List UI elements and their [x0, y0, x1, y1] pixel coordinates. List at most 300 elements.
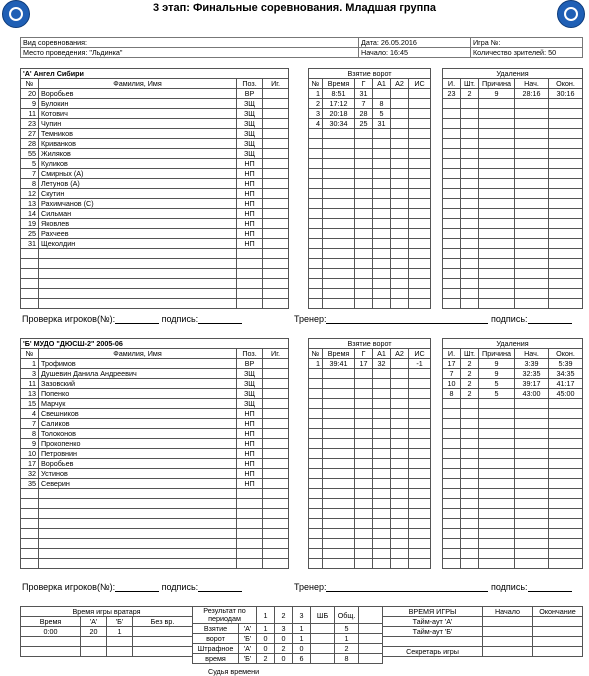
- empty-cell: [323, 509, 355, 519]
- empty-cell: [409, 179, 431, 189]
- period-row-label: Штрафное: [193, 644, 239, 654]
- empty-cell: [461, 539, 479, 549]
- roster-row: [21, 379, 289, 389]
- penalties-row: [443, 239, 583, 249]
- empty-cell: [237, 279, 263, 289]
- timeout-b: Тайм-аут 'Б': [383, 627, 483, 637]
- empty-cell: [373, 129, 391, 139]
- empty-cell: [409, 489, 431, 499]
- empty-cell: [359, 654, 383, 664]
- period-2: 2: [275, 607, 293, 624]
- goals-row: [309, 279, 431, 289]
- penalties-row: [443, 489, 583, 499]
- empty-cell: [515, 459, 549, 469]
- empty-cell: [443, 179, 461, 189]
- period-row-team: 'А': [239, 644, 257, 654]
- empty-cell: [461, 179, 479, 189]
- player-number: 32: [21, 469, 39, 479]
- empty-cell: [461, 529, 479, 539]
- player-position: ЗЩ: [237, 109, 263, 119]
- empty-cell: [549, 219, 583, 229]
- goals-cell: 17:12: [323, 99, 355, 109]
- empty-cell: [309, 189, 323, 199]
- spectators: Количество зрителей: 50: [471, 48, 583, 58]
- empty-cell: [515, 269, 549, 279]
- empty-cell: [549, 429, 583, 439]
- empty-cell: [323, 189, 355, 199]
- empty-cell: [479, 559, 515, 569]
- empty-cell: [373, 279, 391, 289]
- empty-cell: [309, 429, 323, 439]
- empty-cell: [373, 429, 391, 439]
- penalties-cell: 17: [443, 359, 461, 369]
- period-total: Общ.: [335, 607, 359, 624]
- roster-row: [21, 289, 289, 299]
- empty-cell: [237, 529, 263, 539]
- empty-cell: [443, 239, 461, 249]
- empty-cell: [373, 519, 391, 529]
- empty-cell: [549, 449, 583, 459]
- empty-cell: [461, 99, 479, 109]
- penalties-row: [443, 509, 583, 519]
- empty-cell: [409, 169, 431, 179]
- empty-cell: [323, 449, 355, 459]
- empty-cell: [443, 399, 461, 409]
- penalties-col-header: Нач.: [515, 79, 549, 89]
- empty-cell: [39, 489, 237, 499]
- empty-cell: [461, 499, 479, 509]
- empty-cell: [355, 459, 373, 469]
- empty-cell: [373, 199, 391, 209]
- empty-cell: [373, 139, 391, 149]
- empty-cell: [355, 429, 373, 439]
- empty-cell: [39, 289, 237, 299]
- empty-cell: [391, 369, 409, 379]
- empty-cell: [461, 469, 479, 479]
- roster-row: [21, 399, 289, 409]
- goals-cell: [391, 109, 409, 119]
- empty-cell: [409, 369, 431, 379]
- date: Дата: 26.05.2016: [359, 38, 471, 48]
- empty-cell: [355, 179, 373, 189]
- check-label: Проверка игроков(№):: [22, 314, 116, 324]
- empty-cell: [373, 449, 391, 459]
- player-name: Петровнин: [39, 449, 237, 459]
- empty-cell: [443, 279, 461, 289]
- penalties-col-header: И.: [443, 79, 461, 89]
- roster-row: [21, 139, 289, 149]
- goals-cell: [409, 99, 431, 109]
- player-name: Рахимчанов (С): [39, 199, 237, 209]
- goals-row: [309, 299, 431, 309]
- empty-cell: [409, 139, 431, 149]
- empty-cell: [479, 449, 515, 459]
- player-position: ЗЩ: [237, 369, 263, 379]
- empty-cell: [391, 539, 409, 549]
- goals-row: [309, 539, 431, 549]
- goals-row: [309, 289, 431, 299]
- penalties-cell: 43:00: [515, 389, 549, 399]
- empty-cell: [391, 259, 409, 269]
- empty-cell: [549, 559, 583, 569]
- player-ig: [263, 459, 289, 469]
- roster-row: [21, 269, 289, 279]
- empty-cell: [355, 279, 373, 289]
- penalties-row: [443, 109, 583, 119]
- period-value: 6: [293, 654, 311, 664]
- empty-cell: [263, 509, 289, 519]
- roster-row: [21, 499, 289, 509]
- player-ig: [263, 449, 289, 459]
- empty-cell: [443, 479, 461, 489]
- empty-cell: [461, 279, 479, 289]
- period-row: [193, 644, 383, 654]
- player-position: ЗЩ: [237, 379, 263, 389]
- empty-cell: [461, 399, 479, 409]
- penalties-cell: 2: [461, 369, 479, 379]
- penalties-row: [443, 209, 583, 219]
- goals-col-header: А1: [373, 349, 391, 359]
- player-number: 35: [21, 479, 39, 489]
- roster-row: [21, 229, 289, 239]
- empty-cell: [549, 159, 583, 169]
- empty-cell: [355, 419, 373, 429]
- empty-cell: [373, 269, 391, 279]
- empty-cell: [323, 419, 355, 429]
- player-number: 13: [21, 199, 39, 209]
- roster-row: [21, 509, 289, 519]
- player-ig: [263, 389, 289, 399]
- empty-cell: [443, 519, 461, 529]
- empty-cell: [355, 539, 373, 549]
- player-number: 17: [21, 459, 39, 469]
- empty-cell: [479, 149, 515, 159]
- goals-row: [309, 139, 431, 149]
- period-row-label: время: [193, 654, 239, 664]
- penalties-title: Удаления: [443, 69, 583, 79]
- empty-cell: [21, 509, 39, 519]
- timeout-a: Тайм-аут 'А': [383, 617, 483, 627]
- goals-row: [309, 179, 431, 189]
- penalties-row: [443, 469, 583, 479]
- goals-row: [309, 159, 431, 169]
- penalties-cell: 2: [461, 359, 479, 369]
- penalties-row: [443, 189, 583, 199]
- empty-cell: [515, 409, 549, 419]
- empty-cell: [479, 209, 515, 219]
- period-row-team: 'Б': [239, 634, 257, 644]
- empty-cell: [479, 109, 515, 119]
- player-position: ЗЩ: [237, 399, 263, 409]
- empty-cell: [409, 439, 431, 449]
- player-position: ЗЩ: [237, 99, 263, 109]
- player-number: 3: [21, 369, 39, 379]
- empty-cell: [323, 229, 355, 239]
- empty-cell: [461, 239, 479, 249]
- empty-cell: [515, 149, 549, 159]
- player-name: Душевин Данила Андреевич: [39, 369, 237, 379]
- sign-label: подпись:: [491, 314, 528, 324]
- empty-cell: [549, 169, 583, 179]
- empty-cell: [479, 249, 515, 259]
- empty-cell: [443, 209, 461, 219]
- player-position: НП: [237, 469, 263, 479]
- period-row-team: 'А': [239, 624, 257, 634]
- empty-cell: [355, 189, 373, 199]
- game-number: Игра №:: [471, 38, 583, 48]
- roster-row: [21, 239, 289, 249]
- penalties-col-header: Нач.: [515, 349, 549, 359]
- player-position: НП: [237, 479, 263, 489]
- empty-cell: [409, 199, 431, 209]
- empty-cell: [409, 279, 431, 289]
- goals-col-header: ИС: [409, 79, 431, 89]
- player-number: 4: [21, 409, 39, 419]
- empty-cell: [309, 379, 323, 389]
- player-position: ЗЩ: [237, 119, 263, 129]
- empty-cell: [515, 169, 549, 179]
- empty-cell: [355, 469, 373, 479]
- empty-cell: [461, 489, 479, 499]
- player-number: 11: [21, 379, 39, 389]
- empty-cell: [549, 199, 583, 209]
- player-name: Сильман: [39, 209, 237, 219]
- empty-cell: [461, 109, 479, 119]
- info-table: [20, 37, 583, 58]
- goals-row: [309, 529, 431, 539]
- empty-cell: [373, 459, 391, 469]
- empty-cell: [391, 489, 409, 499]
- penalties-row: [443, 99, 583, 109]
- col-pos: Поз.: [237, 349, 263, 359]
- empty-cell: [409, 549, 431, 559]
- team-b-goals: [308, 338, 431, 569]
- empty-cell: [443, 409, 461, 419]
- empty-cell: [39, 279, 237, 289]
- goals-cell: 2: [309, 99, 323, 109]
- empty-cell: [323, 289, 355, 299]
- penalties-cell: 2: [461, 89, 479, 99]
- empty-cell: [515, 279, 549, 289]
- roster-row: [21, 389, 289, 399]
- gk-time: 0:00: [21, 627, 81, 637]
- empty-cell: [309, 389, 323, 399]
- player-position: ВР: [237, 89, 263, 99]
- empty-cell: [443, 149, 461, 159]
- empty-cell: [309, 229, 323, 239]
- player-ig: [263, 119, 289, 129]
- goals-row: [309, 469, 431, 479]
- gk-col-empty: Без вр.: [133, 617, 193, 627]
- penalties-row: [443, 559, 583, 569]
- empty-cell: [373, 369, 391, 379]
- empty-cell: [309, 439, 323, 449]
- empty-cell: [515, 509, 549, 519]
- empty-cell: [479, 499, 515, 509]
- goals-row: [309, 439, 431, 449]
- player-position: НП: [237, 209, 263, 219]
- goals-cell: [409, 109, 431, 119]
- goals-col-header: А2: [391, 349, 409, 359]
- empty-cell: [549, 469, 583, 479]
- empty-cell: [391, 199, 409, 209]
- empty-cell: [373, 249, 391, 259]
- penalties-cell: 5: [479, 379, 515, 389]
- sign-label: подпись:: [491, 582, 528, 592]
- empty-cell: [549, 519, 583, 529]
- empty-cell: [391, 499, 409, 509]
- empty-cell: [263, 549, 289, 559]
- goals-row: [309, 519, 431, 529]
- goals-row: [309, 499, 431, 509]
- empty-cell: [355, 139, 373, 149]
- empty-cell: [391, 159, 409, 169]
- empty-cell: [461, 189, 479, 199]
- empty-cell: [479, 469, 515, 479]
- period-row: [193, 634, 383, 644]
- penalties-row: [443, 449, 583, 459]
- gk-empty: [133, 627, 193, 637]
- empty-cell: [355, 159, 373, 169]
- empty-cell: [373, 419, 391, 429]
- penalties-cell: 2: [461, 389, 479, 399]
- player-position: НП: [237, 159, 263, 169]
- empty-cell: [309, 549, 323, 559]
- empty-cell: [549, 529, 583, 539]
- empty-cell: [309, 419, 323, 429]
- empty-cell: [515, 139, 549, 149]
- venue: Место проведения: "Льдинка": [21, 48, 359, 58]
- period-row: [193, 654, 383, 664]
- empty-cell: [21, 289, 39, 299]
- roster-row: [21, 179, 289, 189]
- empty-cell: [391, 269, 409, 279]
- team-a-goals: [308, 68, 431, 309]
- empty-cell: [309, 409, 323, 419]
- player-ig: [263, 359, 289, 369]
- empty-cell: [355, 249, 373, 259]
- empty-cell: [391, 399, 409, 409]
- empty-cell: [323, 479, 355, 489]
- player-name: Устинов: [39, 469, 237, 479]
- empty-cell: [391, 479, 409, 489]
- empty-cell: [237, 499, 263, 509]
- team-a-coach: [294, 314, 572, 324]
- goals-row: [309, 359, 431, 369]
- empty-cell: [443, 459, 461, 469]
- empty-cell: [39, 249, 237, 259]
- empty-cell: [549, 229, 583, 239]
- penalties-cell: 5:39: [549, 359, 583, 369]
- period-value: 0: [293, 644, 311, 654]
- empty-cell: [263, 529, 289, 539]
- empty-cell: [323, 129, 355, 139]
- player-position: НП: [237, 419, 263, 429]
- empty-cell: [515, 239, 549, 249]
- goals-row: [309, 479, 431, 489]
- empty-cell: [549, 249, 583, 259]
- period-row-label: ворот: [193, 634, 239, 644]
- empty-cell: [549, 189, 583, 199]
- empty-cell: [479, 259, 515, 269]
- penalties-row: [443, 499, 583, 509]
- player-name: Щеколдин: [39, 239, 237, 249]
- empty-cell: [515, 549, 549, 559]
- empty-cell: [549, 539, 583, 549]
- empty-cell: [39, 519, 237, 529]
- period-value: [311, 634, 335, 644]
- penalties-cell: 9: [479, 369, 515, 379]
- empty-cell: [373, 189, 391, 199]
- period-value: 0: [257, 644, 275, 654]
- period-value: 2: [275, 644, 293, 654]
- empty-cell: [461, 409, 479, 419]
- penalties-cell: 23: [443, 89, 461, 99]
- empty-cell: [373, 169, 391, 179]
- empty-cell: [461, 249, 479, 259]
- goals-row: [309, 109, 431, 119]
- empty-cell: [479, 419, 515, 429]
- player-position: НП: [237, 219, 263, 229]
- goals-cell: 8:51: [323, 89, 355, 99]
- goals-col-header: №: [309, 79, 323, 89]
- empty-cell: [309, 269, 323, 279]
- penalties-cell: 34:35: [549, 369, 583, 379]
- empty-cell: [373, 399, 391, 409]
- goals-cell: 28: [355, 109, 373, 119]
- player-name: Саликов: [39, 419, 237, 429]
- empty-cell: [515, 449, 549, 459]
- empty-cell: [355, 239, 373, 249]
- empty-cell: [409, 479, 431, 489]
- empty-cell: [323, 219, 355, 229]
- period-value: 1: [293, 634, 311, 644]
- empty-cell: [391, 149, 409, 159]
- penalties-row: [443, 219, 583, 229]
- empty-cell: [391, 239, 409, 249]
- empty-cell: [391, 209, 409, 219]
- empty-cell: [355, 299, 373, 309]
- empty-cell: [323, 429, 355, 439]
- empty-cell: [355, 489, 373, 499]
- empty-cell: [373, 479, 391, 489]
- roster-row: [21, 519, 289, 529]
- empty-cell: [409, 539, 431, 549]
- empty-cell: [263, 519, 289, 529]
- goals-row: [309, 249, 431, 259]
- goals-row: [309, 509, 431, 519]
- empty-cell: [443, 269, 461, 279]
- empty-cell: [515, 129, 549, 139]
- period-row-label: Взятие: [193, 624, 239, 634]
- empty-cell: [549, 239, 583, 249]
- player-position: НП: [237, 229, 263, 239]
- empty-cell: [355, 209, 373, 219]
- empty-cell: [391, 549, 409, 559]
- start-time: Начало: 16:45: [359, 48, 471, 58]
- empty-cell: [373, 559, 391, 569]
- empty-cell: [479, 239, 515, 249]
- empty-cell: [373, 259, 391, 269]
- empty-cell: [443, 199, 461, 209]
- penalties-col-header: Шт.: [461, 349, 479, 359]
- empty-cell: [515, 559, 549, 569]
- player-ig: [263, 429, 289, 439]
- empty-cell: [549, 479, 583, 489]
- empty-cell: [309, 459, 323, 469]
- empty-cell: [443, 229, 461, 239]
- roster-row: [21, 219, 289, 229]
